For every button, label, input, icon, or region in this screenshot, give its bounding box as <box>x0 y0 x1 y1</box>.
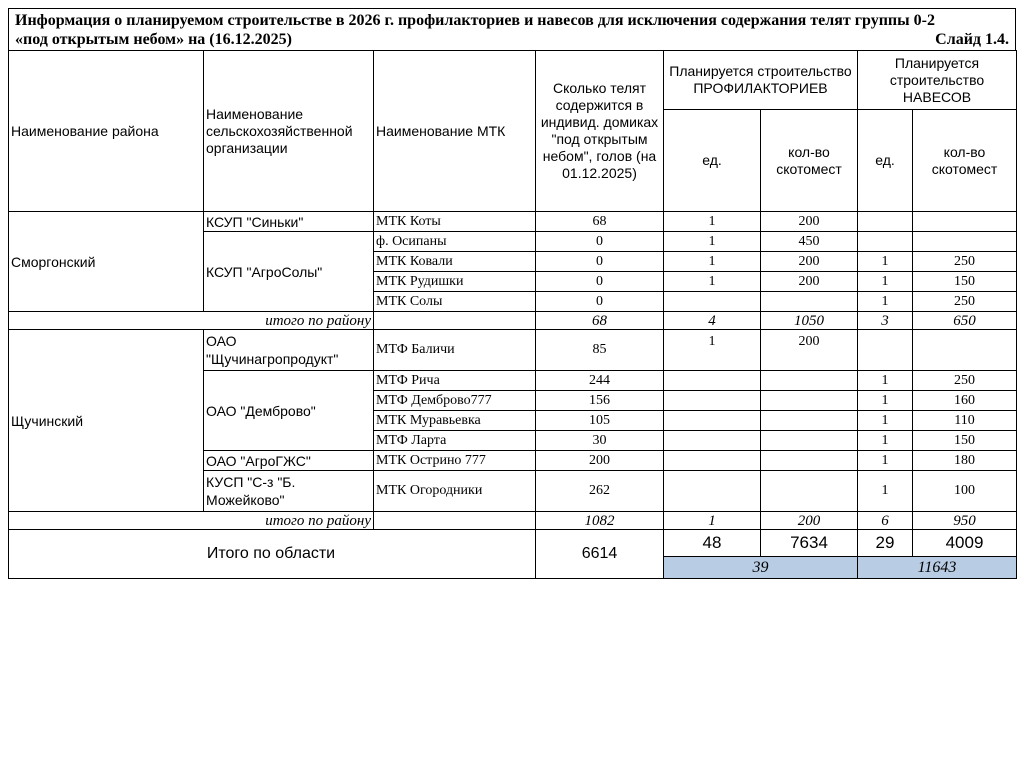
mtk-name: МТФ Ларта <box>374 431 536 451</box>
mtk-name: МТК Огородники <box>374 471 536 512</box>
shed-units: 1 <box>858 391 913 411</box>
subtotal-row <box>9 512 1017 530</box>
shed-units: 1 <box>858 272 913 292</box>
shed-places: 110 <box>913 411 1017 431</box>
shed-places: 250 <box>913 252 1017 272</box>
shed-units: 1 <box>858 451 913 471</box>
prof-units <box>664 471 761 512</box>
grand-total-shed-places: 4009 <box>913 530 1017 557</box>
calves-count: 0 <box>536 292 664 312</box>
subtotal-empty <box>374 512 536 530</box>
calves-count: 156 <box>536 391 664 411</box>
mtk-name: ф. Осипаны <box>374 232 536 252</box>
mtk-name: МТФ Баличи <box>374 330 536 371</box>
shed-places <box>913 330 1017 371</box>
calves-count: 244 <box>536 371 664 391</box>
calves-count: 85 <box>536 330 664 371</box>
header-profilactory-group: Планируется строительство ПРОФИЛАКТОРИЕВ <box>664 51 858 110</box>
org-name: ОАО "Щучинагропродукт" <box>204 330 374 371</box>
subtotal-shed-places: 650 <box>913 312 1017 330</box>
header-mtk: Наименование МТК <box>374 51 536 212</box>
prof-places: 200 <box>761 330 858 371</box>
subtotal-prof-places: 1050 <box>761 312 858 330</box>
prof-units <box>664 411 761 431</box>
grand-total-calves-cell: 6614 <box>536 530 664 579</box>
subtotal-prof-places: 200 <box>761 512 858 530</box>
district-name: Сморгонский <box>9 212 204 312</box>
mtk-name: МТК Ковали <box>374 252 536 272</box>
slide-title <box>8 8 1016 50</box>
shed-units <box>858 232 913 252</box>
shed-units: 1 <box>858 411 913 431</box>
subtotal-label: итого по району <box>9 512 374 530</box>
shed-places: 150 <box>913 431 1017 451</box>
prof-places <box>761 371 858 391</box>
shed-places: 250 <box>913 371 1017 391</box>
table-row <box>9 330 1017 371</box>
grand-total-prof-places: 7634 <box>761 530 858 557</box>
shed-places <box>913 232 1017 252</box>
subtotal-shed-units: 6 <box>858 512 913 530</box>
mtk-name: МТК Острино 777 <box>374 451 536 471</box>
prof-places <box>761 391 858 411</box>
subtotal-calves: 68 <box>536 312 664 330</box>
calves-count: 0 <box>536 232 664 252</box>
org-name: КСУП "Синьки" <box>204 212 374 232</box>
shed-places <box>913 212 1017 232</box>
calves-count: 30 <box>536 431 664 451</box>
org-name: ОАО "Демброво" <box>204 371 374 451</box>
title-line-2 <box>15 30 1009 49</box>
calves-count: 200 <box>536 451 664 471</box>
prof-places <box>761 471 858 512</box>
subtotal-calves: 1082 <box>536 512 664 530</box>
prof-places: 200 <box>761 272 858 292</box>
subtotal-prof-units: 4 <box>664 312 761 330</box>
prof-places <box>761 431 858 451</box>
org-name: КУСП "С-з "Б. Можейково" <box>204 471 374 512</box>
grand-total-label: Итого по области <box>9 530 536 579</box>
header-shed-units: ед. <box>858 110 913 212</box>
subtotal-row <box>9 312 1017 330</box>
shed-places: 100 <box>913 471 1017 512</box>
sum-total-places: 11643 <box>858 557 1017 579</box>
prof-units <box>664 451 761 471</box>
prof-units: 1 <box>664 212 761 232</box>
shed-units: 1 <box>858 471 913 512</box>
header-prof-places: кол-во скотомест <box>761 110 858 212</box>
prof-places <box>761 411 858 431</box>
calves-count: 0 <box>536 252 664 272</box>
prof-units <box>664 431 761 451</box>
mtk-name: МТК Коты <box>374 212 536 232</box>
prof-places: 200 <box>761 252 858 272</box>
shed-units <box>858 330 913 371</box>
prof-units <box>664 292 761 312</box>
slide <box>8 8 1016 579</box>
shed-places: 250 <box>913 292 1017 312</box>
subtotal-shed-units: 3 <box>858 312 913 330</box>
shed-units <box>858 212 913 232</box>
mtk-name: МТК Рудишки <box>374 272 536 292</box>
subtotal-prof-units: 1 <box>664 512 761 530</box>
grand-total-row <box>9 530 1017 557</box>
prof-units: 1 <box>664 272 761 292</box>
prof-units <box>664 371 761 391</box>
slide-number: Слайд 1.4. <box>935 31 1009 48</box>
shed-units: 1 <box>858 371 913 391</box>
district-name: Щучинский <box>9 330 204 512</box>
calves-count: 0 <box>536 272 664 292</box>
calves-count: 262 <box>536 471 664 512</box>
prof-places <box>761 451 858 471</box>
sum-total-units: 39 <box>664 557 858 579</box>
header-shed-places: кол-во скотомест <box>913 110 1017 212</box>
shed-places: 160 <box>913 391 1017 411</box>
header-shed-group: Планируется строительство НАВЕСОВ <box>858 51 1017 110</box>
subtotal-label: итого по району <box>9 312 374 330</box>
shed-places: 150 <box>913 272 1017 292</box>
calves-count: 68 <box>536 212 664 232</box>
header-district: Наименование района <box>9 51 204 212</box>
subtotal-shed-places: 950 <box>913 512 1017 530</box>
shed-units: 1 <box>858 431 913 451</box>
prof-units <box>664 391 761 411</box>
prof-places: 200 <box>761 212 858 232</box>
subtotal-empty <box>374 312 536 330</box>
mtk-name: МТК Муравьевка <box>374 411 536 431</box>
header-org: Наименование сельскохозяйственной организации <box>204 51 374 212</box>
grand-total-shed-units: 29 <box>858 530 913 557</box>
header-calves: Сколько телят содержится в индивид. домиках "под открытым небом", голов (на 01.12.2025) <box>536 51 664 212</box>
shed-places: 180 <box>913 451 1017 471</box>
prof-units: 1 <box>664 330 761 371</box>
title-line-1: Информация о планируемом строительстве в 2026 г. профилакториев и навесов для исключения содержания телят группы 0-2 <box>15 12 935 29</box>
mtk-name: МТФ Демброво777 <box>374 391 536 411</box>
grand-total-prof-units: 48 <box>664 530 761 557</box>
calves-count: 105 <box>536 411 664 431</box>
prof-places <box>761 292 858 312</box>
prof-places: 450 <box>761 232 858 252</box>
header-prof-units: ед. <box>664 110 761 212</box>
title-date: «под открытым небом» на (16.12.2025) <box>15 31 292 48</box>
prof-units: 1 <box>664 232 761 252</box>
table-row <box>9 212 1017 232</box>
construction-table <box>8 50 1017 579</box>
org-name: ОАО "АгроГЖС" <box>204 451 374 471</box>
shed-units: 1 <box>858 252 913 272</box>
org-name: КСУП "АгроСолы" <box>204 232 374 312</box>
prof-units: 1 <box>664 252 761 272</box>
mtk-name: МТФ Рича <box>374 371 536 391</box>
mtk-name: МТК Солы <box>374 292 536 312</box>
shed-units: 1 <box>858 292 913 312</box>
